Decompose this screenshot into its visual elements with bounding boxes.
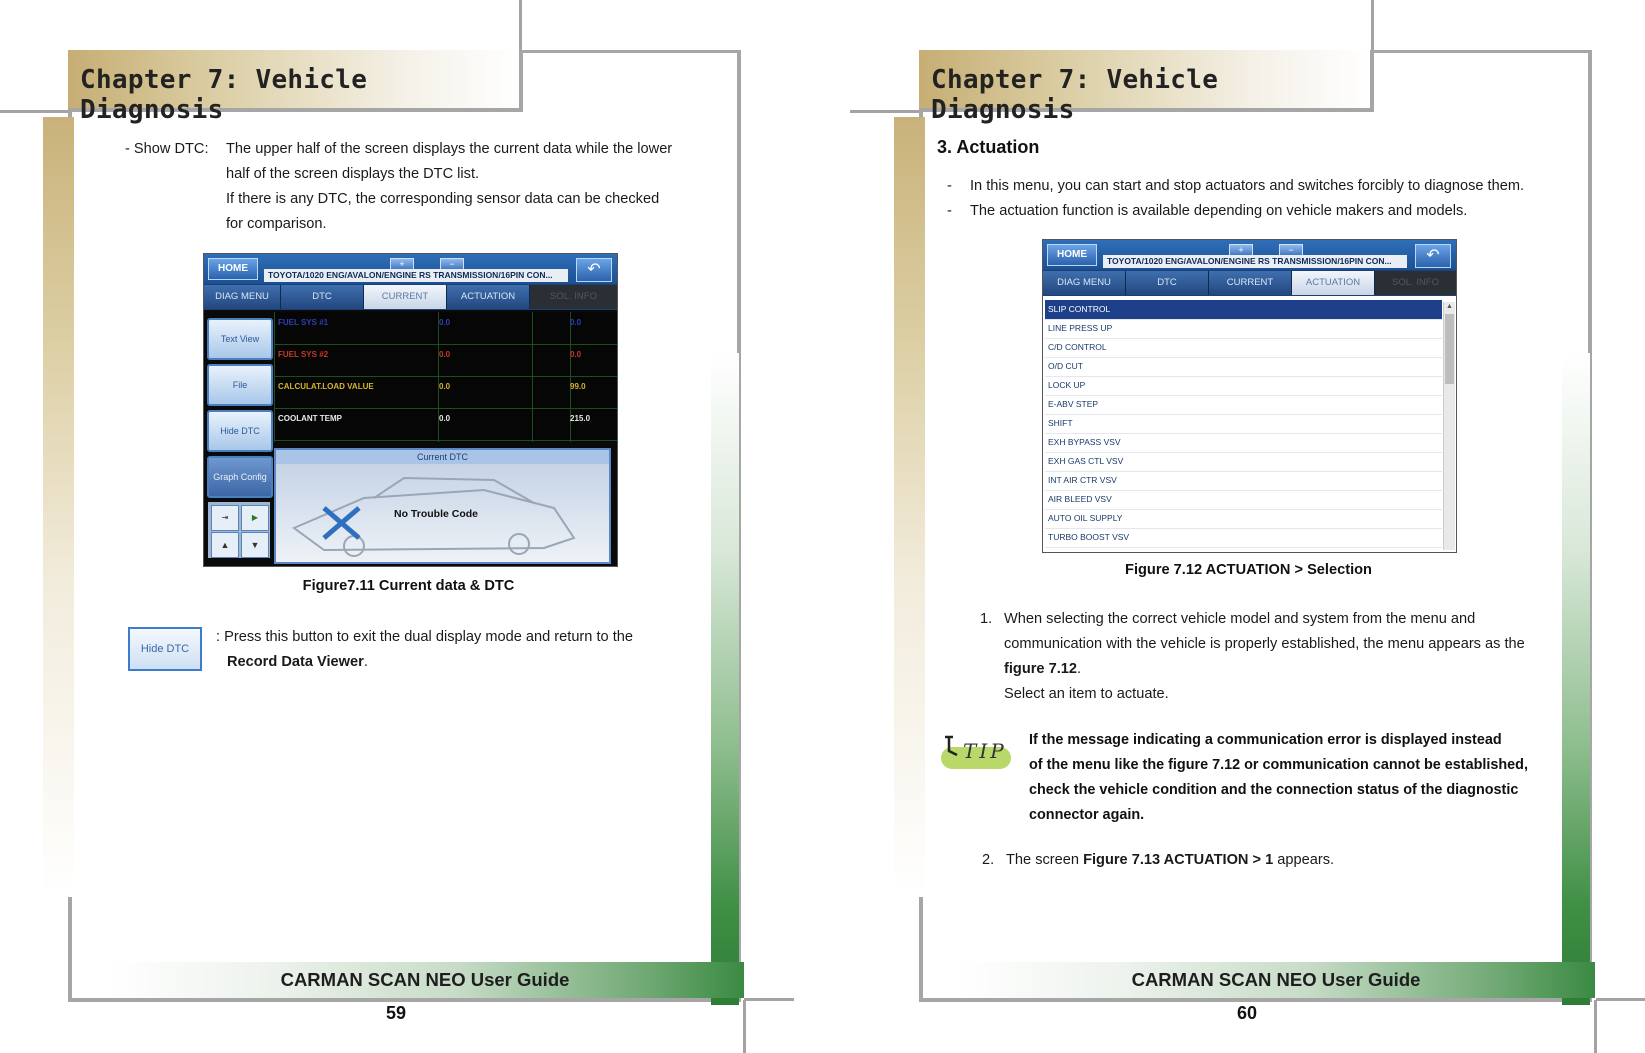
- tab-dtc[interactable]: DTC: [281, 285, 364, 309]
- text-line: communication with the vehicle is properly established, the menu appears as the: [1004, 636, 1525, 652]
- actuation-item[interactable]: AUTO OIL SUPPLY: [1045, 509, 1442, 529]
- tab-current[interactable]: CURRENT: [1209, 271, 1292, 295]
- row-value: 0.0: [439, 382, 451, 391]
- text-line: connector again.: [1029, 807, 1145, 823]
- chapter-header: [919, 50, 1374, 125]
- row-range: 215.0: [570, 414, 591, 423]
- row-value: 0.0: [439, 414, 451, 423]
- step-2-text: [1006, 848, 1334, 873]
- left-page: [68, 50, 741, 1002]
- home-button[interactable]: HOME: [208, 258, 258, 280]
- data-row: [274, 378, 617, 409]
- tip-label: TIP: [963, 739, 1007, 763]
- back-icon[interactable]: ↶: [1415, 244, 1451, 268]
- text: appears.: [1273, 852, 1335, 868]
- text-line: Select an item to actuate.: [1004, 686, 1169, 702]
- chapter-header: [68, 50, 523, 125]
- back-icon[interactable]: ↶: [576, 258, 612, 282]
- actuation-item[interactable]: LOCK UP: [1045, 376, 1442, 396]
- text: The screen: [1006, 852, 1084, 868]
- text-line: If the message indicating a communication error is displayed instead: [1029, 732, 1502, 748]
- gold-side-strip: [43, 117, 74, 897]
- current-dtc-panel: [274, 448, 611, 564]
- bullet-mark: -: [947, 178, 952, 194]
- down-arrow-icon[interactable]: ▼: [241, 532, 269, 558]
- play-icon[interactable]: ▶: [241, 505, 269, 531]
- text-view-button[interactable]: Text View: [207, 318, 273, 360]
- actuation-item[interactable]: EXH BYPASS VSV: [1045, 433, 1442, 453]
- actuation-item[interactable]: EXH GAS CTL VSV: [1045, 452, 1442, 472]
- row-name: FUEL SYS #1: [278, 318, 329, 327]
- guide-line: [850, 110, 923, 113]
- step-1-text: [1004, 607, 1525, 707]
- page-footer: CARMAN SCAN NEO User Guide: [106, 962, 744, 998]
- bullet-item: In this menu, you can start and stop actuators and switches forcibly to diagnose them.: [970, 178, 1525, 194]
- current-data-dtc-screenshot: [203, 253, 618, 567]
- row-range: 0.0: [570, 350, 582, 359]
- text-line: half of the screen displays the DTC list.: [226, 166, 480, 182]
- page-footer: CARMAN SCAN NEO User Guide: [957, 962, 1595, 998]
- no-trouble-code: No Trouble Code: [394, 508, 478, 520]
- chapter-title: Chapter 7: Vehicle Diagnosis: [931, 65, 1219, 125]
- data-row: [274, 346, 617, 377]
- text-line: When selecting the correct vehicle model and system from the menu and: [1004, 611, 1476, 627]
- reset-icon[interactable]: ⇥: [211, 505, 239, 531]
- scrollbar[interactable]: [1443, 302, 1455, 550]
- home-button[interactable]: HOME: [1047, 244, 1097, 266]
- tab-diag-menu[interactable]: DIAG MENU: [1043, 271, 1126, 295]
- guide-line: [744, 998, 794, 1001]
- row-name: CALCULAT.LOAD VALUE: [278, 382, 374, 391]
- page-number: 60: [1236, 1003, 1258, 1023]
- show-dtc-label: - Show DTC:: [125, 141, 209, 157]
- plus-icon[interactable]: +: [1229, 244, 1253, 257]
- tip-badge: [939, 733, 1015, 773]
- up-arrow-icon[interactable]: ▲: [211, 532, 239, 558]
- screen-top-bar: [1043, 240, 1456, 270]
- vehicle-path: TOYOTA/1020 ENG/AVALON/ENGINE RS TRANSMISSION/16PIN CON...: [1103, 255, 1407, 268]
- hide-dtc-button[interactable]: Hide DTC: [128, 627, 202, 671]
- actuation-item[interactable]: INT AIR CTR VSV: [1045, 471, 1442, 491]
- bullet-mark: -: [947, 203, 952, 219]
- actuation-list: [1043, 300, 1456, 552]
- tab-current[interactable]: CURRENT: [364, 285, 447, 309]
- actuation-item[interactable]: O/D CUT: [1045, 357, 1442, 377]
- actuation-item[interactable]: SLIP CONTROL: [1045, 300, 1442, 320]
- guide-line: [1596, 998, 1645, 1001]
- actuation-item[interactable]: SHIFT: [1045, 414, 1442, 434]
- screen-tabs: [204, 284, 617, 310]
- data-row: [274, 410, 617, 441]
- chapter-title: Chapter 7: Vehicle Diagnosis: [80, 65, 368, 125]
- guide-line: [519, 0, 522, 50]
- text-line: The upper half of the screen displays the current data while the lower: [226, 141, 673, 157]
- file-button[interactable]: File: [207, 364, 273, 406]
- row-value: 0.0: [439, 318, 451, 327]
- row-value: 0.0: [439, 350, 451, 359]
- punct: .: [363, 654, 368, 670]
- actuation-item[interactable]: E-ABV STEP: [1045, 395, 1442, 415]
- green-side-strip: [1562, 353, 1590, 1005]
- figure-ref: figure 7.12: [1004, 661, 1077, 677]
- actuation-item[interactable]: TURBO BOOST VSV: [1045, 528, 1442, 548]
- row-name: FUEL SYS #2: [278, 350, 329, 359]
- scroll-up-icon[interactable]: ▲: [1446, 303, 1453, 310]
- current-dtc-header: Current DTC: [276, 450, 609, 464]
- guide-line: [0, 110, 72, 113]
- row-name: COOLANT TEMP: [278, 414, 342, 423]
- screen-tabs: [1043, 270, 1456, 296]
- tip-text: [1029, 728, 1528, 828]
- figure-caption: Figure7.11 Current data & DTC: [302, 578, 515, 594]
- text-line: of the menu like the figure 7.12 or communication cannot be established,: [1029, 757, 1528, 773]
- text-line: check the vehicle condition and the connection status of the diagnostic: [1029, 782, 1519, 798]
- green-side-strip: [711, 353, 739, 1005]
- text-line: If there is any DTC, the corresponding sensor data can be checked: [226, 191, 660, 207]
- guide-line: [743, 1000, 746, 1053]
- row-range: 99.0: [570, 382, 586, 391]
- tab-sol-info[interactable]: SOL. INFO: [530, 285, 618, 309]
- tab-diag-menu[interactable]: DIAG MENU: [204, 285, 281, 309]
- text-line: [1004, 657, 1525, 682]
- text-line: [216, 650, 633, 675]
- show-dtc-description: [226, 137, 672, 237]
- page-number: 59: [385, 1003, 407, 1023]
- bullet-item: The actuation function is available depending on vehicle makers and models.: [970, 203, 1468, 219]
- actuation-item[interactable]: AIR BLEED VSV: [1045, 490, 1442, 510]
- right-page: [919, 50, 1592, 1002]
- guide-line: [1594, 1000, 1597, 1053]
- text-line: for comparison.: [226, 216, 327, 232]
- vehicle-path: TOYOTA/1020 ENG/AVALON/ENGINE RS TRANSMISSION/16PIN CON...: [264, 269, 568, 282]
- hide-dtc-description: [216, 625, 633, 675]
- punct: .: [1077, 661, 1082, 677]
- gold-side-strip: [894, 117, 925, 897]
- figure-caption: Figure 7.12 ACTUATION > Selection: [1125, 562, 1372, 578]
- step-number: 1.: [980, 611, 993, 627]
- minus-icon[interactable]: −: [440, 258, 464, 271]
- section-title: 3. Actuation: [937, 137, 1040, 157]
- step-number: 2.: [982, 852, 995, 868]
- figure-ref: Figure 7.13 ACTUATION > 1: [1083, 852, 1274, 868]
- plus-icon[interactable]: +: [390, 258, 414, 271]
- tab-dtc[interactable]: DTC: [1126, 271, 1209, 295]
- actuation-item[interactable]: LINE PRESS UP: [1045, 319, 1442, 339]
- tab-sol-info[interactable]: SOL. INFO: [1375, 271, 1457, 295]
- scroll-thumb[interactable]: [1445, 314, 1454, 384]
- control-buttons: [208, 502, 270, 558]
- row-range: 0.0: [570, 318, 582, 327]
- data-row: [274, 314, 617, 345]
- guide-line: [1371, 0, 1374, 50]
- record-data-viewer: Record Data Viewer: [227, 654, 364, 670]
- minus-icon[interactable]: −: [1279, 244, 1303, 257]
- tab-actuation[interactable]: ACTUATION: [447, 285, 530, 309]
- tab-actuation[interactable]: ACTUATION: [1292, 271, 1375, 295]
- actuation-item[interactable]: C/D CONTROL: [1045, 338, 1442, 358]
- actuation-selection-screenshot: [1042, 239, 1457, 553]
- graph-config-button[interactable]: Graph Config: [207, 456, 273, 498]
- hide-dtc-screen-button[interactable]: Hide DTC: [207, 410, 273, 452]
- screen-top-bar: [204, 254, 617, 284]
- text-line: : Press this button to exit the dual display mode and return to the: [216, 629, 633, 645]
